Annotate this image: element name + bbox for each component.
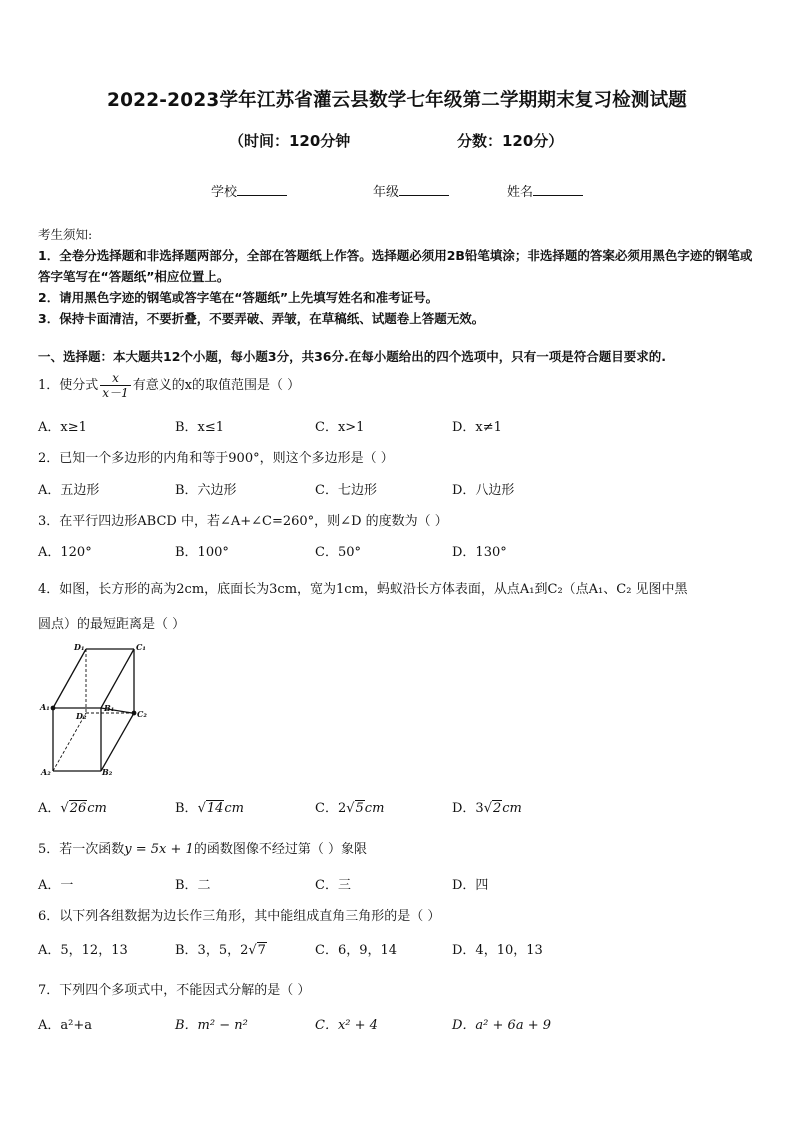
q7-option-b[interactable]: B．m² − n² — [175, 1018, 248, 1033]
label-b1: B₁ — [104, 703, 115, 713]
q5-option-d[interactable]: D．四 — [452, 878, 489, 893]
q2-option-c[interactable]: C．七边形 — [315, 483, 377, 498]
question-6: 6．以下列各组数据为边长作三角形，其中能组成直角三角形的是（ ） — [38, 909, 441, 924]
label-c1: C₁ — [136, 642, 146, 652]
question-4-line-2: 圆点）的最短距离是（ ） — [38, 617, 186, 632]
q1-option-c[interactable]: C．x>1 — [315, 420, 365, 435]
q5-option-b[interactable]: B．二 — [175, 878, 211, 893]
q5-option-c[interactable]: C．三 — [315, 878, 351, 893]
q7-option-a[interactable]: A．a²+a — [38, 1018, 92, 1033]
question-5: 5．若一次函数y = 5x + 1的函数图像不经过第（ ）象限 — [38, 842, 367, 857]
q2-option-d[interactable]: D．八边形 — [452, 483, 515, 498]
q3-option-b[interactable]: B．100° — [175, 545, 229, 560]
q6-option-d[interactable]: D．4，10，13 — [452, 943, 543, 958]
exam-notes — [38, 224, 758, 329]
q1-option-d[interactable]: D．x≠1 — [452, 420, 502, 435]
label-a1: A₁ — [40, 702, 50, 712]
label-a2: A₂ — [41, 767, 51, 777]
q2-option-a[interactable]: A．五边形 — [38, 483, 100, 498]
school-field: 学校 — [211, 181, 287, 200]
note-3: 3．保持卡面清洁，不要折叠，不要弄破、弄皱，在草稿纸、试题卷上答题无效。 — [38, 311, 485, 326]
q4-option-b[interactable]: B．√14cm — [175, 801, 245, 816]
question-4-line-1: 4．如图，长方形的高为2cm，底面长为3cm，宽为1cm，蚂蚁沿长方体表面，从点A₁到C₂（点A₁、C₂ 见图中黑 — [38, 582, 688, 597]
q7-option-d[interactable]: D．a² + 6a + 9 — [452, 1018, 551, 1033]
name-field: 姓名 — [507, 181, 583, 200]
q6-option-c[interactable]: C．6，9，14 — [315, 943, 398, 958]
grade-field: 年级 — [373, 181, 449, 200]
q3-option-d[interactable]: D．130° — [452, 545, 507, 560]
q4-option-a[interactable]: A．√26cm — [38, 801, 107, 816]
q5-option-a[interactable]: A．一 — [38, 878, 74, 893]
question-3: 3．在平行四边形ABCD 中，若∠A+∠C=260°，则∠D 的度数为（ ） — [38, 514, 448, 529]
label-d2: D₂ — [76, 711, 87, 721]
score-label: 分数：120分） — [457, 132, 564, 150]
fraction: $\frac{x}{x-1}$ — [102, 371, 129, 400]
q7-option-c[interactable]: C．x² + 4 — [315, 1018, 378, 1033]
question-2: 2．已知一个多边形的内角和等于900°，则这个多边形是（ ） — [38, 451, 394, 466]
q1-option-a[interactable]: A．x≥1 — [38, 420, 87, 435]
notes-heading: 考生须知: — [38, 227, 93, 242]
question-1: 1．使分式 $\frac{x}{x-1}$ 有意义的x的取值范围是（ ） — [38, 371, 301, 400]
section-heading: 一、选择题：本大题共12个小题，每小题3分，共36分.在每小题给出的四个选项中，只有一项是符合题目要求的. — [38, 349, 666, 364]
q3-option-a[interactable]: A．120° — [38, 545, 92, 560]
question-7: 7．下列四个多项式中，不能因式分解的是（ ） — [38, 983, 311, 998]
cuboid-figure — [38, 640, 158, 780]
q4-option-d[interactable]: D．3√2cm — [452, 801, 522, 816]
label-d1: D₁ — [74, 642, 85, 652]
q2-option-b[interactable]: B．六边形 — [175, 483, 237, 498]
note-2: 2．请用黑色字迹的钢笔或答字笔在“答题纸”上先填写姓名和准考证号。 — [38, 290, 439, 305]
q6-option-b[interactable]: B．3，5，2√7 — [175, 943, 266, 958]
q3-option-c[interactable]: C．50° — [315, 545, 361, 560]
page-title: 2022-2023学年江苏省灌云县数学七年级第二学期期末复习检测试题 — [107, 90, 687, 111]
q1-option-b[interactable]: B．x≤1 — [175, 420, 225, 435]
time-label: （时间：120分钟 — [229, 132, 351, 150]
label-b2: B₂ — [102, 767, 113, 777]
q4-option-c[interactable]: C．2√5cm — [315, 801, 385, 816]
q6-option-a[interactable]: A．5，12，13 — [38, 943, 128, 958]
label-c2: C₂ — [137, 709, 147, 719]
note-1: 1．全卷分选择题和非选择题两部分，全部在答题纸上作答。选择题必须用2B铅笔填涂；非选择题的答案必须用黑色字迹的钢笔或答字笔写在“答题纸”相应位置上。 — [38, 248, 753, 284]
